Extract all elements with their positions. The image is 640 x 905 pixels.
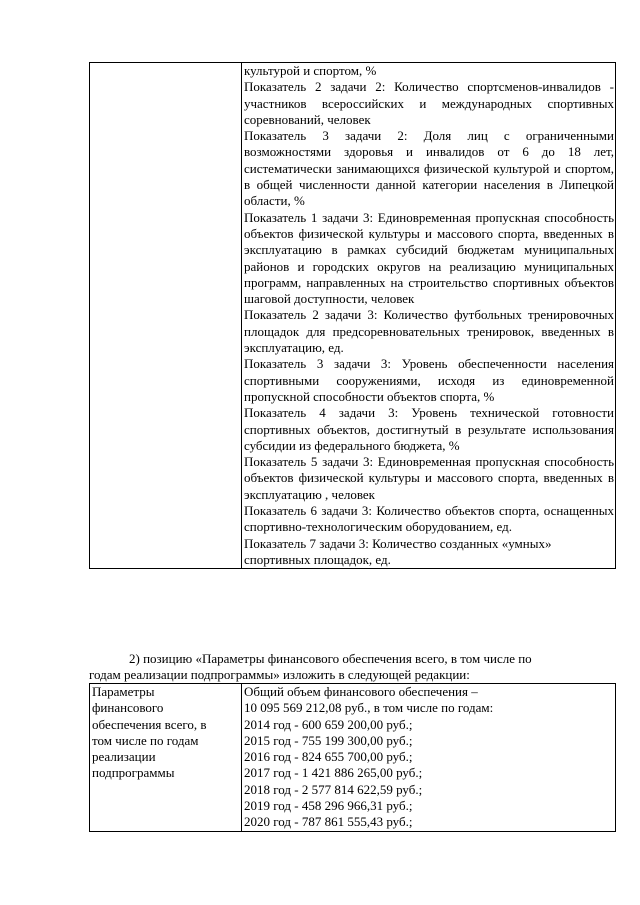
funding-table	[89, 683, 616, 832]
label-line: реализации	[92, 749, 156, 765]
funding-year-line: 2014 год - 600 659 200,00 руб.;	[244, 716, 413, 732]
empty-left-cell	[90, 63, 242, 569]
label-line: финансового	[92, 700, 164, 716]
indicator-text: Показатель 1 задачи 3: Единовременная пропускная способность объектов физической культуры и массового спорта, введенных в эксплуатацию в рамках субсидий бюджетам муниципальных районов и городских округов на реализацию муниципальных программ, направленных на строительство спортивных объектов шаговой доступности, человек	[244, 209, 614, 307]
label-line: обеспечения всего, в	[92, 716, 207, 732]
indicator-text: Показатель 3 задачи 2: Доля лиц с ограниченными возможностями здоровья и инвалидов от 6 до 18 лет, систематически занимающихся физической культурой и спортом, в общей численности данной категории населения в Липецкой области, %	[244, 128, 614, 209]
funding-year-line: 2017 год - 1 421 886 265,00 руб.;	[244, 765, 423, 781]
label-line: Параметры	[92, 684, 155, 699]
indicators-table	[89, 62, 616, 569]
indicators-cell	[242, 63, 616, 569]
indicator-text: Показатель 7 задачи 3: Количество созданных «умных» спортивных площадок, ед.	[244, 535, 552, 567]
funding-year-line: 2020 год - 787 861 555,43 руб.;	[244, 814, 413, 830]
table-row	[90, 63, 616, 569]
indicator-text: Показатель 2 задачи 3: Количество футбольных тренировочных площадок для предсоревновательных тренировок, введенных в эксплуатацию, ед.	[244, 307, 614, 356]
funding-year-line: 2016 год - 824 655 700,00 руб.;	[244, 749, 413, 765]
indicator-text: Показатель 4 задачи 3: Уровень технической готовности спортивных объектов, достигнутый в результате использования субсидии из федерального бюджета, %	[244, 405, 614, 453]
funding-total-line: Общий объем финансового обеспечения –	[244, 684, 478, 699]
funding-year-line: 2018 год - 2 577 814 622,59 руб.;	[244, 781, 423, 797]
funding-total-line: 10 095 569 212,08 руб., в том числе по годам:	[244, 700, 494, 716]
funding-year-line: 2015 год - 755 199 300,00 руб.;	[244, 732, 413, 748]
label-line: том числе по годам	[92, 732, 199, 748]
indicator-text: культурой и спортом, %	[244, 63, 377, 78]
funding-values-cell	[242, 684, 616, 832]
indicator-text: Показатель 3 задачи 3: Уровень обеспеченности населения спортивными сооружениями, исходя из единовременной пропускной способности объектов спорта, %	[244, 356, 614, 404]
label-line: подпрограммы	[92, 765, 175, 781]
instruction-line: годам реализации подпрограммы» изложить в следующей редакции:	[89, 666, 470, 682]
instruction-paragraph	[89, 651, 609, 682]
instruction-line: 2) позицию «Параметры финансового обеспечения всего, в том числе по	[129, 651, 532, 666]
funding-year-line: 2019 год - 458 296 966,31 руб.;	[244, 798, 413, 814]
parameter-label-cell	[90, 684, 242, 832]
indicator-text: Показатель 5 задачи 3: Единовременная пропускная способность объектов физической культуры и массового спорта, введенных в эксплуатацию , человек	[244, 454, 614, 502]
indicator-text: Показатель 2 задачи 2: Количество спортсменов-инвалидов - участников всероссийских и международных спортивных соревнований, человек	[244, 79, 614, 127]
indicator-text: Показатель 6 задачи 3: Количество объектов спорта, оснащенных спортивно-технологическим оборудованием, ед.	[244, 503, 614, 535]
table-row	[90, 684, 616, 832]
